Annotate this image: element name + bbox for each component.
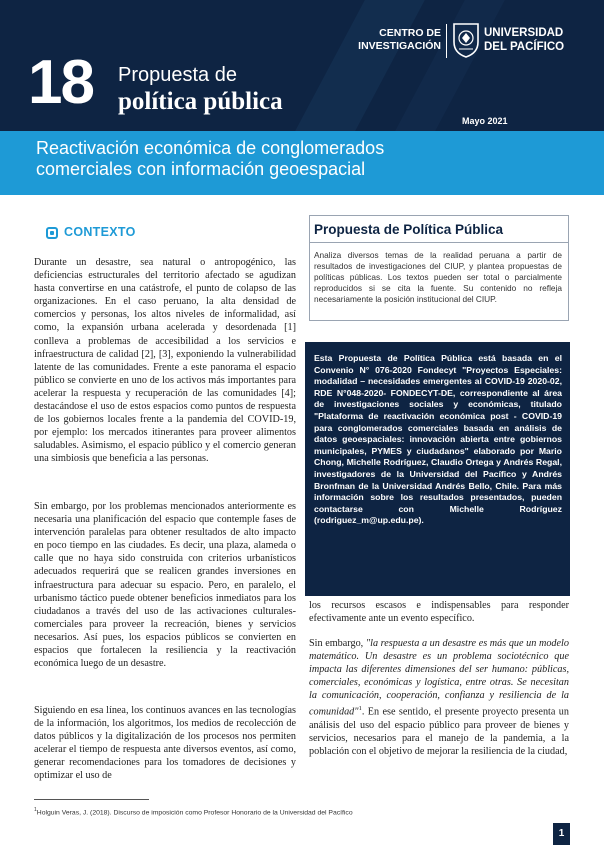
ppp-box-divider: [310, 242, 568, 243]
centro-investigacion-logo: [345, 27, 441, 53]
funding-info-text: Esta Propuesta de Política Pública está basada en el Convenio N° 076-2020 Fondecyt "Proyectos Especiales: modalidad – necesidades emergentes al COVID-19 2020-02, RDE N°048-2020- FONDECYT-DE, correspondiente al área de investigaciones sociales y económicas, titulado "Plataforma de reactivación económica post - COVID-19 para conglomerados comerciales basada en análisis de datos geoespaciales: innovación abierta entre gobiernos municipales, PYMES y ciudadanos" elaborado por Mario Chong, Michelle Rodríguez, Claudio Ortega y Andrés Regal, investigadores de la Universidad del Pacífico y Andrés Bronfman de la Universidad Andrés Bello, Chile. Para más información sobre los resultados presentados, pueden contactarse con Michelle Rodríguez (rodriguez_m@up.edu.pe).: [314, 353, 562, 526]
footnote-mark: 1: [34, 807, 37, 813]
university-seal-icon: [452, 22, 480, 58]
univ-line2: DEL PACÍFICO: [484, 41, 565, 53]
page-number: 1: [553, 823, 570, 845]
document-title: [36, 138, 456, 180]
body-paragraph: los recursos escasos e indispensables para responder efectivamente ante un evento específico.: [309, 600, 569, 625]
quote-text: "la respuesta a un desastre es más que un modelo matemático. Un desastre es un problema sociotécnico que impacta las diferentes dimensiones del ser humano: públicas, comerciales, económicas y logística, entre otras. Se necesitan la comunicación, cooperación, confianza y resiliencia de la comunidad": [309, 638, 569, 718]
section-heading-contexto: CONTEXTO: [64, 225, 136, 239]
footnote-divider: [34, 799, 149, 800]
publication-date: Mayo 2021: [462, 116, 508, 126]
quote-continuation: . En ese sentido, el presente proyecto presenta un análisis del uso del espacio público para proveer de bienes y servicios, necesarios para el manejo de la pandemia, a la población con el objetivo de mejorar la resiliencia de la ciudad,: [309, 706, 569, 758]
body-paragraph: Sin embargo, por los problemas mencionados anteriormente es necesaria una planificación del espacio que contemple fases de intervención paralelas para obtener resultados de alto impacto en poco tiempo en las ciudades. Es decir, una plaza, alameda o calle que no haya sido construida con criterios urbanísticos adecuados requerirá que se realicen grandes inversiones en infraestructura para adecuar su espacio. Pero, en paralelo, el urbanismo táctico puede obtener beneficios inmediatos para los ciudadanos a través del uso de las activaciones culturales-comerciales para proveer la recreación, bienes y servicios necesarios. Así pues, los espacios públicos se convierten en espacios que fortalecen la resiliencia y la reactivación económica luego de un desastre.: [34, 501, 296, 670]
footnote: [34, 807, 353, 816]
section-icon: [46, 227, 58, 239]
body-paragraph-quote: [309, 637, 569, 758]
university-logo-text: [484, 26, 564, 54]
document-title-line1: Reactivación económica de conglomerados: [36, 138, 385, 158]
body-paragraph: Siguiendo en esa línea, los continuos avances en las tecnologías de la información, los algoritmos, los medios de recolección de datos públicos y la digitalización de los procesos nos permiten acelerar el tiempo de respuesta ante diversos eventos, así como, generar recomendaciones para los tomadores de decisiones y optimizar el uso de: [34, 705, 296, 782]
ppp-box-text: Analiza diversos temas de la realidad peruana a partir de resultados de investigaciones del CIUP, y plantea propuestas de políticas públicas. Los textos pueden ser total o parcialmente reproducidos si se cita la fuente. Su contenido no refleja necesariamente la posición institucional del CIUP.: [314, 250, 562, 304]
ppp-box-title: Propuesta de Política Pública: [314, 222, 504, 237]
quote-intro: Sin embargo,: [309, 638, 366, 649]
footnote-ref[interactable]: 1: [358, 705, 362, 713]
series-title-line1: Propuesta de: [118, 64, 237, 86]
issue-number: 18: [28, 48, 93, 117]
centro-line2: INVESTIGACIÓN: [358, 40, 441, 52]
univ-line1: UNIVERSIDAD: [484, 27, 564, 39]
centro-line1: CENTRO DE: [379, 27, 441, 39]
series-title-line2: política pública: [118, 88, 283, 115]
document-title-line2: comerciales con información geoespacial: [36, 159, 366, 179]
footnote-text: Holguin Veras, J. (2018). Discurso de imposición como Profesor Honorario de la Universidad del Pacífico: [36, 809, 353, 817]
logo-divider: [446, 24, 447, 58]
body-paragraph: Durante un desastre, sea natural o antropogénico, las deficiencias estructurales del territorio afectado se agudizan hasta convertirse en una catástrofe, el punto de colapso de las organizaciones. En el caso peruano, la alta densidad de comercios y personas, los altos niveles de informalidad, así como, la expansión urbana acelerada y desordenada [1] conlleva a problemas de accesibilidad a los servicios e infraestructura de calidad [2], [3], exponiendo la vulnerabilidad latente de las comunidades. Frente a este panorama el espacio público se convierte en uno de los activos más importantes para acelerar la respuesta y recuperación de las comunidades [4]; destacándose el uso de estos espacios como puntos de respuesta de los gobiernos locales frente a la pandemia del COVID-19, por ejemplo: los mercados itinerantes para proveer alimentos saludables. Asimismo, el espacio público y el comercio generan una simbiosis que beneficia a las personas.: [34, 257, 296, 465]
